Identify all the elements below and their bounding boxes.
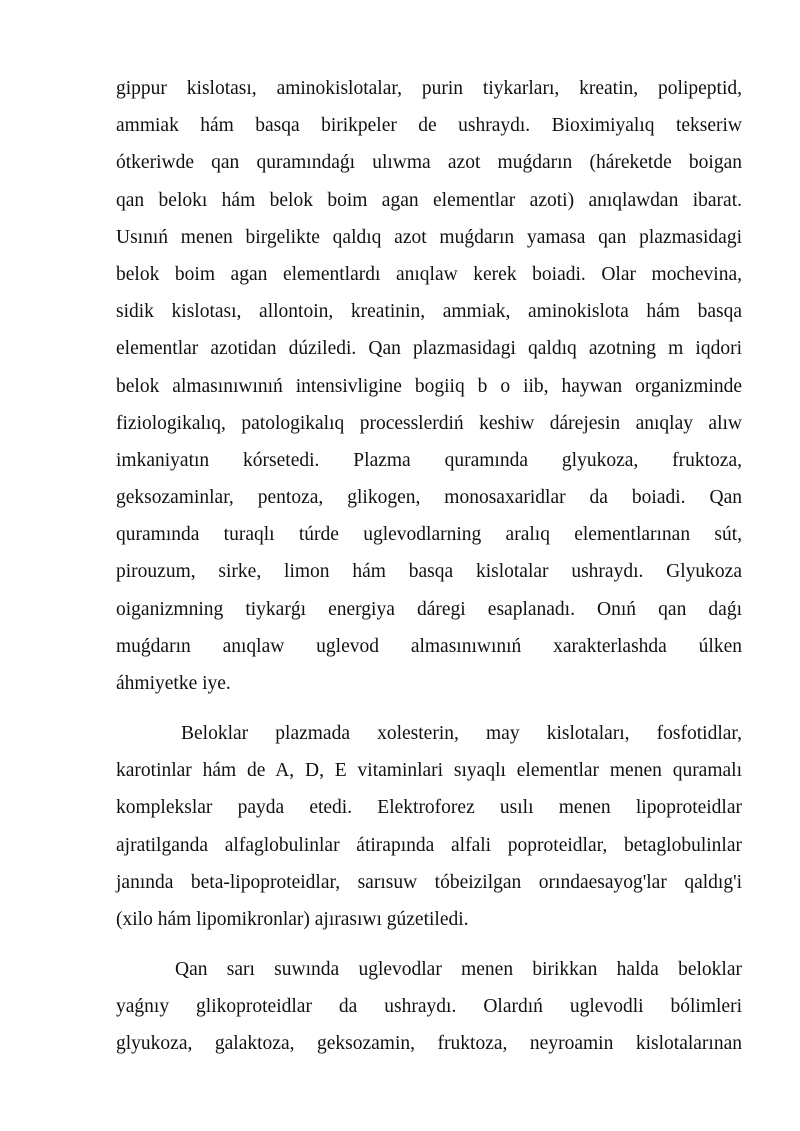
- text-line: elementlar azotidan dúziledi. Qan plazmasidagi qaldıq azotning m iqdori: [116, 338, 742, 360]
- text-line: oiganizmning tiykarǵı energiya dáregi esaplanadı. Onıń qan daǵı: [116, 598, 742, 620]
- text-line: Qan sarı suwında uglevodlar menen birikkan halda beloklar: [175, 959, 742, 980]
- text-line: pirouzum, sirke, limon hám basqa kislotalar ushraydı. Glyukoza: [116, 561, 742, 583]
- text-line: karotinlar hám de A, D, E vitaminlari sıyaqlı elementlar menen quramalı: [116, 760, 742, 782]
- text-line: ammiak hám basqa birikpeler de ushraydı. Bioximiyalıq tekseriw: [116, 115, 742, 137]
- text-line: áhmiyetke iye.: [116, 673, 231, 694]
- text-line: Beloklar plazmada xolesterin, may kislotaları, fosfotidlar,: [181, 723, 742, 744]
- text-line: glyukoza, galaktoza, geksozamin, fruktoza, neyroamin kislotalarınan: [116, 1033, 742, 1055]
- text-line: ajratilganda alfaglobulinlar átirapında alfali poproteidlar, betaglobulinlar: [116, 834, 742, 856]
- text-line: quramında turaqlı túrde uglevodlarning aralıq elementlarınan sút,: [116, 524, 742, 546]
- text-line: Usınıń menen birgelikte qaldıq azot muǵdarın yamasa qan plazmasidagi: [116, 226, 742, 248]
- text-line: qan belokı hám belok boim agan elementlar azoti) anıqlawdan ibarat.: [116, 189, 742, 211]
- text-line: imkaniyatın kórsetedi. Plazma quramında glyukoza, fruktoza,: [116, 449, 742, 471]
- text-line: geksozaminlar, pentoza, glikogen, monosaxaridlar da boiadi. Qan: [116, 487, 742, 509]
- text-line: fiziologikalıq, patologikalıq processlerdiń keshiw dárejesin anıqlay alıw: [116, 412, 742, 434]
- paragraph-1: [116, 70, 742, 702]
- paragraph-3: [116, 951, 742, 1063]
- text-line: belok boim agan elementlardı anıqlaw kerek boiadi. Olar mochevina,: [116, 263, 742, 285]
- text-line: (xilo hám lipomikronlar) ajırasıwı gúzetiledi.: [116, 908, 469, 930]
- text-line: yaǵnıy glikoproteidlar da ushraydı. Olardıń uglevodli bólimleri: [116, 996, 742, 1018]
- text-line: belok almasınıwınıń intensivligine bogiiq b o iib, haywan organizminde: [116, 375, 742, 397]
- text-line: janında beta-lipoproteidlar, sarısuw tóbeizilgan orındaesayog'lar qaldıg'i: [116, 871, 742, 893]
- text-line: ótkeriwde qan quramındaǵı ulıwma azot muǵdarın (háreketde boigan: [116, 152, 742, 174]
- text-line: muǵdarın anıqlaw uglevod almasınıwınıń xarakterlashda úlken: [116, 635, 742, 657]
- text-line: gippur kislotası, aminokislotalar, purin tiykarları, kreatin, polipeptid,: [116, 78, 742, 99]
- text-line: sidik kislotası, allontoin, kreatinin, ammiak, aminokislota hám basqa: [116, 301, 742, 323]
- text-line: komplekslar payda etedi. Elektroforez usılı menen lipoproteidlar: [116, 797, 742, 819]
- paragraph-2: [116, 715, 742, 938]
